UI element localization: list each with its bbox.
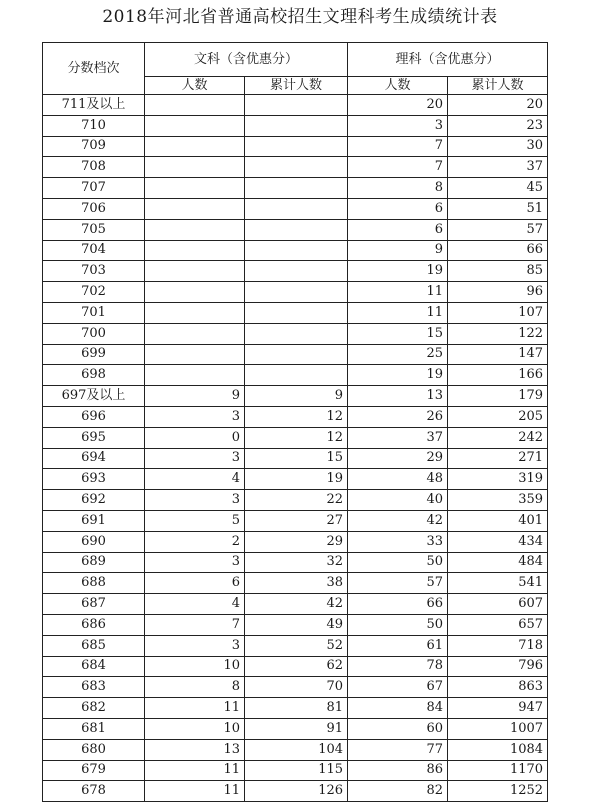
like-cumulative-cell: 85	[448, 261, 548, 282]
table-row	[43, 718, 548, 739]
table-row	[43, 95, 548, 116]
score-cell: 702	[43, 282, 145, 303]
score-cell: 687	[43, 594, 145, 615]
wenke-count-cell	[145, 365, 245, 386]
score-cell: 698	[43, 365, 145, 386]
wenke-count-cell: 5	[145, 510, 245, 531]
score-cell: 706	[43, 198, 145, 219]
table-row	[43, 178, 548, 199]
like-cumulative-cell: 147	[448, 344, 548, 365]
wenke-cumulative-cell: 49	[245, 614, 348, 635]
wenke-count-cell: 10	[145, 656, 245, 677]
like-cumulative-cell: 863	[448, 677, 548, 698]
wenke-cumulative-cell	[245, 219, 348, 240]
like-cumulative-cell: 359	[448, 490, 548, 511]
like-cumulative-cell: 401	[448, 510, 548, 531]
score-cell: 704	[43, 240, 145, 261]
like-cumulative-cell: 66	[448, 240, 548, 261]
table-row	[43, 136, 548, 157]
table-row	[43, 614, 548, 635]
like-cumulative-cell: 434	[448, 531, 548, 552]
wenke-cumulative-header: 累计人数	[245, 77, 348, 95]
like-count-cell: 15	[348, 323, 448, 344]
wenke-count-cell	[145, 198, 245, 219]
like-count-cell: 6	[348, 219, 448, 240]
wenke-cumulative-cell: 62	[245, 656, 348, 677]
like-cumulative-cell: 1084	[448, 739, 548, 760]
like-count-cell: 48	[348, 469, 448, 490]
score-cell: 710	[43, 115, 145, 136]
wenke-count-cell: 4	[145, 469, 245, 490]
wenke-count-cell: 3	[145, 448, 245, 469]
wenke-cumulative-cell	[245, 157, 348, 178]
like-cumulative-cell: 484	[448, 552, 548, 573]
like-cumulative-cell: 271	[448, 448, 548, 469]
like-cumulative-cell: 45	[448, 178, 548, 199]
like-group-header: 理科（含优惠分）	[348, 43, 548, 77]
like-cumulative-cell: 947	[448, 698, 548, 719]
wenke-cumulative-cell: 15	[245, 448, 348, 469]
wenke-cumulative-cell	[245, 323, 348, 344]
score-cell: 711及以上	[43, 95, 145, 116]
like-count-cell: 8	[348, 178, 448, 199]
score-cell: 684	[43, 656, 145, 677]
wenke-count-cell: 7	[145, 614, 245, 635]
like-cumulative-cell: 242	[448, 427, 548, 448]
like-cumulative-cell: 23	[448, 115, 548, 136]
score-column-header: 分数档次	[43, 43, 145, 95]
wenke-cumulative-cell: 22	[245, 490, 348, 511]
score-cell: 705	[43, 219, 145, 240]
like-count-cell: 13	[348, 386, 448, 407]
wenke-cumulative-cell: 126	[245, 781, 348, 802]
wenke-cumulative-cell: 115	[245, 760, 348, 781]
wenke-count-cell: 2	[145, 531, 245, 552]
like-cumulative-cell: 718	[448, 635, 548, 656]
like-cumulative-cell: 51	[448, 198, 548, 219]
table-row	[43, 344, 548, 365]
score-cell: 681	[43, 718, 145, 739]
table-row	[43, 386, 548, 407]
table-row	[43, 531, 548, 552]
table-row	[43, 198, 548, 219]
wenke-cumulative-cell: 19	[245, 469, 348, 490]
like-count-cell: 60	[348, 718, 448, 739]
like-count-cell: 82	[348, 781, 448, 802]
wenke-count-cell: 8	[145, 677, 245, 698]
wenke-cumulative-cell	[245, 365, 348, 386]
wenke-cumulative-cell: 52	[245, 635, 348, 656]
wenke-cumulative-cell: 81	[245, 698, 348, 719]
wenke-count-cell	[145, 219, 245, 240]
like-count-cell: 78	[348, 656, 448, 677]
wenke-count-cell: 13	[145, 739, 245, 760]
wenke-group-header: 文科（含优惠分）	[145, 43, 348, 77]
table-row	[43, 261, 548, 282]
wenke-cumulative-cell: 9	[245, 386, 348, 407]
wenke-count-cell: 4	[145, 594, 245, 615]
table-row	[43, 240, 548, 261]
like-count-cell: 25	[348, 344, 448, 365]
like-count-cell: 50	[348, 552, 448, 573]
like-cumulative-cell: 20	[448, 95, 548, 116]
wenke-cumulative-cell	[245, 136, 348, 157]
score-cell: 695	[43, 427, 145, 448]
like-cumulative-cell: 107	[448, 302, 548, 323]
score-cell: 696	[43, 406, 145, 427]
like-count-cell: 57	[348, 573, 448, 594]
like-cumulative-cell: 1252	[448, 781, 548, 802]
like-cumulative-cell: 205	[448, 406, 548, 427]
like-count-cell: 7	[348, 157, 448, 178]
like-cumulative-cell: 607	[448, 594, 548, 615]
table-row	[43, 552, 548, 573]
table-row	[43, 365, 548, 386]
table-row	[43, 510, 548, 531]
like-count-cell: 29	[348, 448, 448, 469]
score-cell: 703	[43, 261, 145, 282]
like-count-cell: 7	[348, 136, 448, 157]
table-row	[43, 635, 548, 656]
wenke-count-cell	[145, 178, 245, 199]
wenke-cumulative-cell	[245, 240, 348, 261]
table-row	[43, 406, 548, 427]
table-row	[43, 656, 548, 677]
wenke-count-cell: 3	[145, 552, 245, 573]
wenke-cumulative-cell	[245, 261, 348, 282]
like-count-cell: 19	[348, 261, 448, 282]
wenke-cumulative-cell: 104	[245, 739, 348, 760]
like-count-cell: 6	[348, 198, 448, 219]
table-header	[43, 43, 548, 95]
like-count-cell: 50	[348, 614, 448, 635]
like-cumulative-cell: 122	[448, 323, 548, 344]
like-count-cell: 11	[348, 282, 448, 303]
wenke-cumulative-cell: 91	[245, 718, 348, 739]
table-row	[43, 427, 548, 448]
wenke-cumulative-cell: 70	[245, 677, 348, 698]
score-cell: 680	[43, 739, 145, 760]
like-cumulative-header: 累计人数	[448, 77, 548, 95]
wenke-cumulative-cell	[245, 95, 348, 116]
score-cell: 700	[43, 323, 145, 344]
wenke-count-cell	[145, 261, 245, 282]
like-cumulative-cell: 657	[448, 614, 548, 635]
like-cumulative-cell: 96	[448, 282, 548, 303]
score-cell: 701	[43, 302, 145, 323]
table-row	[43, 781, 548, 802]
wenke-cumulative-cell	[245, 198, 348, 219]
wenke-count-cell: 0	[145, 427, 245, 448]
wenke-count-cell	[145, 323, 245, 344]
table-row	[43, 115, 548, 136]
wenke-cumulative-cell: 32	[245, 552, 348, 573]
like-count-cell: 19	[348, 365, 448, 386]
table-row	[43, 760, 548, 781]
like-cumulative-cell: 796	[448, 656, 548, 677]
wenke-cumulative-cell: 27	[245, 510, 348, 531]
score-cell: 682	[43, 698, 145, 719]
like-count-cell: 42	[348, 510, 448, 531]
score-cell: 685	[43, 635, 145, 656]
wenke-cumulative-cell	[245, 344, 348, 365]
wenke-cumulative-cell: 42	[245, 594, 348, 615]
score-cell: 688	[43, 573, 145, 594]
wenke-count-cell	[145, 240, 245, 261]
wenke-count-cell	[145, 344, 245, 365]
wenke-count-cell: 3	[145, 490, 245, 511]
wenke-count-cell: 6	[145, 573, 245, 594]
wenke-count-cell: 3	[145, 406, 245, 427]
like-cumulative-cell: 541	[448, 573, 548, 594]
like-count-cell: 61	[348, 635, 448, 656]
like-count-cell: 3	[348, 115, 448, 136]
table-row	[43, 490, 548, 511]
like-cumulative-cell: 1007	[448, 718, 548, 739]
score-cell: 709	[43, 136, 145, 157]
wenke-count-cell	[145, 115, 245, 136]
wenke-cumulative-cell: 12	[245, 406, 348, 427]
wenke-cumulative-cell: 38	[245, 573, 348, 594]
score-cell: 697及以上	[43, 386, 145, 407]
score-cell: 691	[43, 510, 145, 531]
wenke-cumulative-cell: 29	[245, 531, 348, 552]
table-row	[43, 698, 548, 719]
like-cumulative-cell: 57	[448, 219, 548, 240]
like-cumulative-cell: 30	[448, 136, 548, 157]
wenke-count-cell	[145, 157, 245, 178]
score-cell: 694	[43, 448, 145, 469]
score-cell: 690	[43, 531, 145, 552]
wenke-count-cell	[145, 282, 245, 303]
like-count-cell: 40	[348, 490, 448, 511]
wenke-count-cell: 11	[145, 760, 245, 781]
like-cumulative-cell: 166	[448, 365, 548, 386]
table-row	[43, 573, 548, 594]
table-row	[43, 302, 548, 323]
like-count-cell: 66	[348, 594, 448, 615]
wenke-count-cell: 3	[145, 635, 245, 656]
table-row	[43, 157, 548, 178]
wenke-cumulative-cell	[245, 302, 348, 323]
wenke-count-cell: 10	[145, 718, 245, 739]
score-cell: 708	[43, 157, 145, 178]
table-row	[43, 739, 548, 760]
table-row	[43, 677, 548, 698]
score-cell: 689	[43, 552, 145, 573]
like-count-cell: 11	[348, 302, 448, 323]
like-count-cell: 67	[348, 677, 448, 698]
like-cumulative-cell: 37	[448, 157, 548, 178]
like-count-cell: 26	[348, 406, 448, 427]
table-row	[43, 282, 548, 303]
wenke-count-cell	[145, 302, 245, 323]
wenke-cumulative-cell: 12	[245, 427, 348, 448]
score-cell: 693	[43, 469, 145, 490]
wenke-count-cell: 11	[145, 781, 245, 802]
score-cell: 683	[43, 677, 145, 698]
page-title: 2018年河北省普通高校招生文理科考生成绩统计表	[102, 7, 498, 27]
table-row	[43, 448, 548, 469]
like-count-cell: 33	[348, 531, 448, 552]
like-count-cell: 77	[348, 739, 448, 760]
table-row	[43, 469, 548, 490]
table-body	[43, 95, 548, 802]
wenke-count-cell	[145, 136, 245, 157]
like-count-cell: 20	[348, 95, 448, 116]
wenke-cumulative-cell	[245, 178, 348, 199]
score-cell: 692	[43, 490, 145, 511]
table-row	[43, 594, 548, 615]
score-cell: 679	[43, 760, 145, 781]
wenke-count-cell	[145, 95, 245, 116]
score-cell: 699	[43, 344, 145, 365]
score-cell: 707	[43, 178, 145, 199]
like-cumulative-cell: 319	[448, 469, 548, 490]
like-cumulative-cell: 179	[448, 386, 548, 407]
like-count-header: 人数	[348, 77, 448, 95]
like-count-cell: 37	[348, 427, 448, 448]
wenke-count-cell: 11	[145, 698, 245, 719]
like-cumulative-cell: 1170	[448, 760, 548, 781]
wenke-cumulative-cell	[245, 115, 348, 136]
like-count-cell: 84	[348, 698, 448, 719]
wenke-count-header: 人数	[145, 77, 245, 95]
wenke-cumulative-cell	[245, 282, 348, 303]
score-cell: 678	[43, 781, 145, 802]
wenke-count-cell: 9	[145, 386, 245, 407]
table-row	[43, 219, 548, 240]
score-cell: 686	[43, 614, 145, 635]
score-statistics-table	[42, 42, 548, 802]
like-count-cell: 9	[348, 240, 448, 261]
like-count-cell: 86	[348, 760, 448, 781]
table-row	[43, 323, 548, 344]
